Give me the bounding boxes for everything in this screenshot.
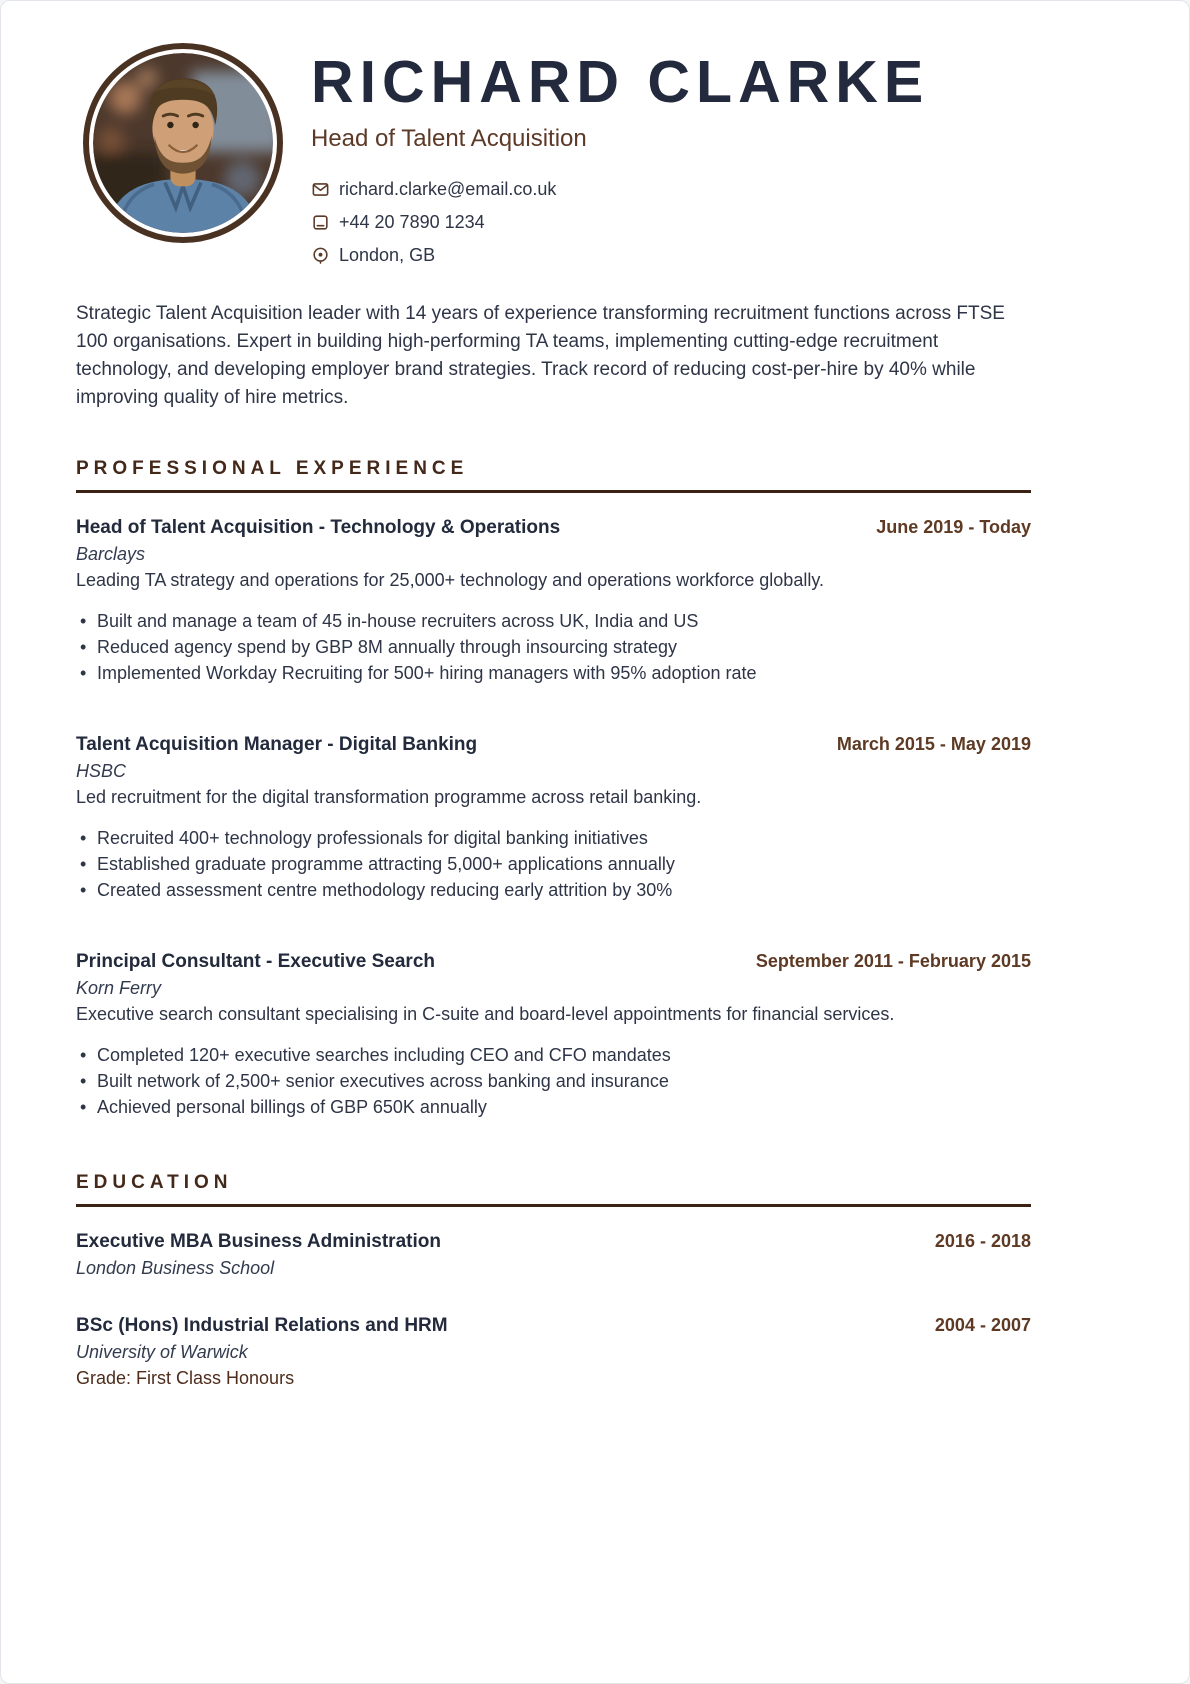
- job-title: Head of Talent Acquisition - Technology & Operations: [76, 517, 561, 538]
- job-header-row: [76, 732, 1031, 758]
- job-description: Leading TA strategy and operations for 25,000+ technology and operations workforce globally.: [76, 570, 824, 590]
- job-bullet: • Recruited 400+ technology professionals for digital banking initiatives: [76, 825, 1031, 851]
- education-dates: 2016 - 2018: [934, 1231, 1031, 1251]
- job-dates: June 2019 - Today: [876, 517, 1031, 537]
- school-name: University of Warwick: [76, 1342, 248, 1362]
- contact-email: richard.clarke@email.co.uk: [339, 179, 557, 199]
- section-divider: [76, 490, 1031, 493]
- degree-title: Executive MBA Business Administration: [76, 1231, 441, 1252]
- job-dates: March 2015 - May 2019: [836, 734, 1031, 754]
- education-dates: 2004 - 2007: [934, 1315, 1031, 1335]
- profile-summary: Strategic Talent Acquisition leader with 14 years of experience transforming recruitment functions across FTSE 100 organisations. Expert in building high-performing TA teams, implementing cutting-edge recruitment technology, and developing employer brand strategies. Track record of reducing cost-per-hire by 40% while improving quality of hire metrics.: [76, 303, 1005, 408]
- school-name: London Business School: [76, 1258, 275, 1278]
- job-title: Principal Consultant - Executive Search: [76, 951, 435, 972]
- contact-phone: +44 20 7890 1234: [339, 212, 485, 232]
- education-heading: EDUCATION: [76, 1172, 233, 1193]
- job-title: Talent Acquisition Manager - Digital Banking: [76, 734, 478, 755]
- job-description: Executive search consultant specialising in C-suite and board-level appointments for financial services.: [76, 1004, 895, 1024]
- job-entry: [76, 515, 1031, 686]
- job-bullet: • Achieved personal billings of GBP 650K annually: [76, 1094, 1031, 1120]
- job-bullet: • Implemented Workday Recruiting for 500+ hiring managers with 95% adoption rate: [76, 660, 1031, 686]
- education-header-row: [76, 1313, 1031, 1339]
- job-entry: [76, 949, 1031, 1120]
- contact-email-row: [311, 179, 929, 200]
- education-list: [76, 1229, 1031, 1391]
- education-entry: [76, 1313, 1031, 1391]
- grade-line: Grade: First Class Honours: [76, 1368, 295, 1388]
- job-description: Led recruitment for the digital transformation programme across retail banking.: [76, 787, 702, 807]
- job-company: Barclays: [76, 544, 146, 564]
- job-header-row: [76, 515, 1031, 541]
- job-bullet: • Established graduate programme attracting 5,000+ applications annually: [76, 851, 1031, 877]
- job-entry: [76, 732, 1031, 903]
- contact-location: London, GB: [339, 245, 436, 265]
- cv-header: [76, 35, 1031, 266]
- job-header-row: [76, 949, 1031, 975]
- job-bullets: [76, 608, 1031, 686]
- jobs-list: [76, 515, 1031, 1120]
- job-bullet: • Created assessment centre methodology reducing early attrition by 30%: [76, 877, 1031, 903]
- identity-block: [311, 35, 929, 266]
- job-bullet: • Built network of 2,500+ senior executives across banking and insurance: [76, 1068, 1031, 1094]
- job-company: Korn Ferry: [76, 978, 162, 998]
- job-bullets: [76, 825, 1031, 903]
- experience-heading: PROFESSIONAL EXPERIENCE: [76, 458, 469, 479]
- job-bullet: • Completed 120+ executive searches including CEO and CFO mandates: [76, 1042, 1031, 1068]
- job-bullet: • Reduced agency spend by GBP 8M annually through insourcing strategy: [76, 634, 1031, 660]
- profile-photo: [83, 43, 283, 243]
- contact-list: [311, 179, 929, 266]
- phone-icon: [311, 213, 330, 232]
- education-entry: [76, 1229, 1031, 1281]
- profile-photo-illustration: [93, 53, 273, 233]
- contact-location-row: [311, 245, 929, 266]
- experience-section: [76, 458, 1031, 1120]
- job-bullets: [76, 1042, 1031, 1120]
- job-company: HSBC: [76, 761, 127, 781]
- degree-title: BSc (Hons) Industrial Relations and HRM: [76, 1315, 448, 1336]
- job-dates: September 2011 - February 2015: [755, 951, 1031, 971]
- person-name: RICHARD CLARKE: [311, 49, 930, 115]
- section-divider: [76, 1204, 1031, 1207]
- job-bullet: • Built and manage a team of 45 in-house recruiters across UK, India and US: [76, 608, 1031, 634]
- job-headline: Head of Talent Acquisition: [311, 125, 587, 152]
- location-pin-icon: [311, 246, 330, 265]
- contact-phone-row: [311, 212, 929, 233]
- education-section: [76, 1172, 1031, 1391]
- envelope-icon: [311, 180, 330, 199]
- education-header-row: [76, 1229, 1031, 1255]
